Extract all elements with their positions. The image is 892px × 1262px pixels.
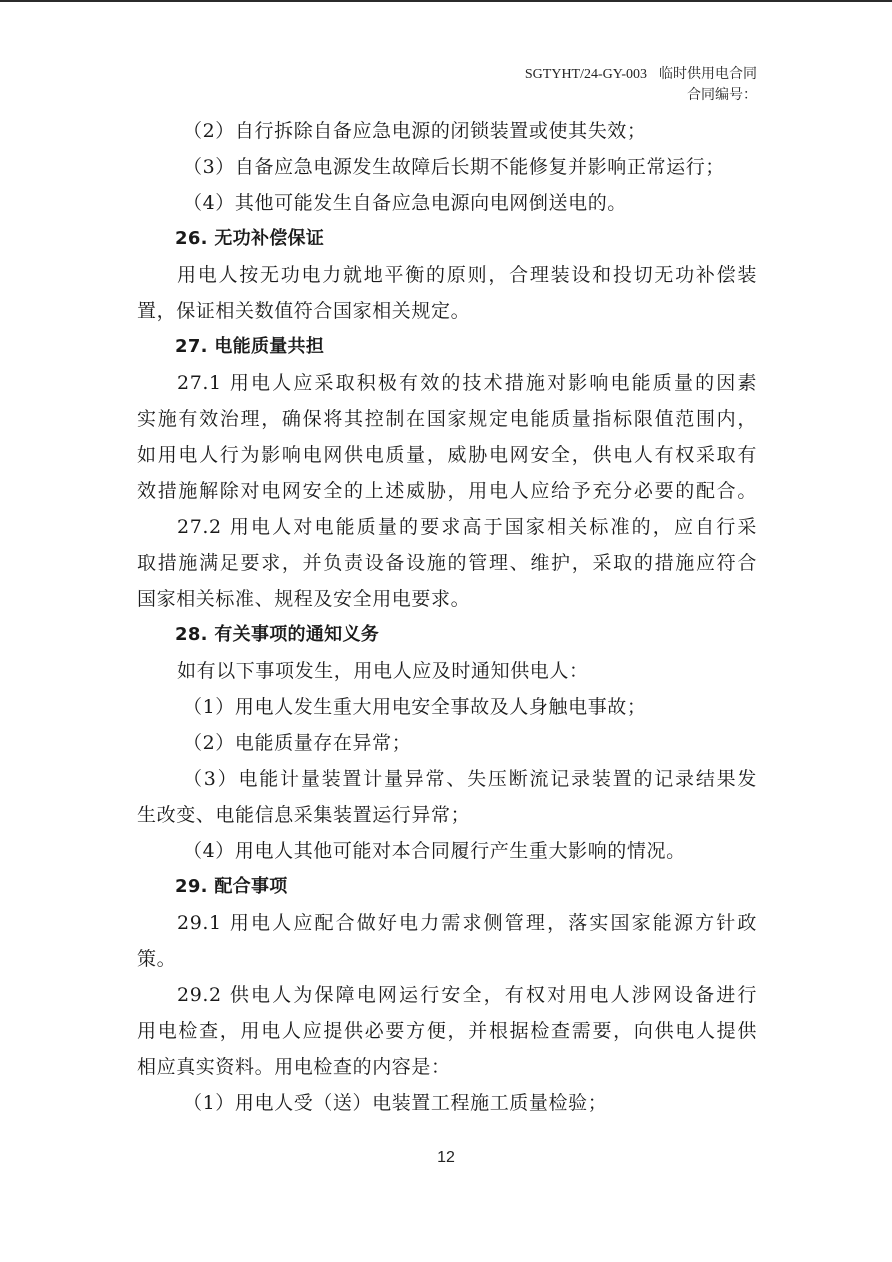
paragraph-line: 29.2 供电人为保障电网运行安全，有权对用电人涉网设备进行 — [177, 984, 757, 1006]
paragraph-line: 实施有效治理，确保将其控制在国家规定电能质量指标限值范围内， — [137, 408, 757, 430]
list-item: （4）其他可能发生自备应急电源向电网倒送电的。 — [183, 192, 627, 214]
list-item: （2）自行拆除自备应急电源的闭锁装置或使其失效； — [183, 120, 647, 142]
paragraph-line: 用电人按无功电力就地平衡的原则，合理装设和投切无功补偿装 — [177, 264, 757, 286]
paragraph-line: 置，保证相关数值符合国家相关规定。 — [137, 300, 471, 322]
list-item: （1）用电人受（送）电装置工程施工质量检验； — [183, 1092, 608, 1114]
list-item: （1）用电人发生重大用电安全事故及人身触电事故； — [183, 696, 647, 718]
paragraph-line: 用电检查，用电人应提供必要方便，并根据检查需要，向供电人提供 — [137, 1020, 757, 1042]
paragraph-line: 取措施满足要求，并负责设备设施的管理、维护，采取的措施应符合 — [137, 552, 757, 574]
contract-number-label: 合同编号： — [687, 87, 757, 103]
list-item: （3）自备应急电源发生故障后长期不能修复并影响正常运行； — [183, 156, 725, 178]
paragraph-line: 29.1 用电人应配合做好电力需求侧管理，落实国家能源方针政 — [177, 912, 757, 934]
section-heading-27: 27. 电能质量共担 — [175, 336, 325, 357]
document-body — [137, 113, 757, 1121]
section-heading-26: 26. 无功补偿保证 — [175, 228, 325, 249]
paragraph-line: 如用电人行为影响电网供电质量，威胁电网安全，供电人有权采取有 — [137, 444, 757, 466]
section-heading-28: 28. 有关事项的通知义务 — [175, 624, 380, 645]
paragraph-line: 国家相关标准、规程及安全用电要求。 — [137, 588, 471, 610]
list-item: （2）电能质量存在异常； — [183, 732, 412, 754]
paragraph-line: 如有以下事项发生，用电人应及时通知供电人： — [177, 660, 589, 682]
paragraph-line: 策。 — [137, 948, 177, 970]
page-number: 12 — [437, 1149, 455, 1166]
contract-code: SGTYHT/24-GY-003 — [524, 67, 647, 82]
section-heading-29: 29. 配合事项 — [175, 876, 288, 897]
list-item: （3）电能计量装置计量异常、失压断流记录装置的记录结果发 — [183, 768, 757, 790]
page-top-border — [0, 0, 892, 2]
paragraph-line: 27.2 用电人对电能质量的要求高于国家相关标准的，应自行采 — [177, 516, 757, 538]
paragraph-line: 生改变、电能信息采集装置运行异常； — [137, 804, 471, 826]
header-row-1 — [525, 64, 757, 85]
document-header — [525, 64, 757, 106]
contract-title: 临时供用电合同 — [659, 66, 757, 82]
paragraph-line: 相应真实资料。用电检查的内容是： — [137, 1056, 451, 1078]
paragraph-line: 27.1 用电人应采取积极有效的技术措施对影响电能质量的因素 — [177, 372, 757, 394]
paragraph-line: 效措施解除对电网安全的上述威胁，用电人应给予充分必要的配合。 — [137, 480, 757, 502]
list-item: （4）用电人其他可能对本合同履行产生重大影响的情况。 — [183, 840, 686, 862]
